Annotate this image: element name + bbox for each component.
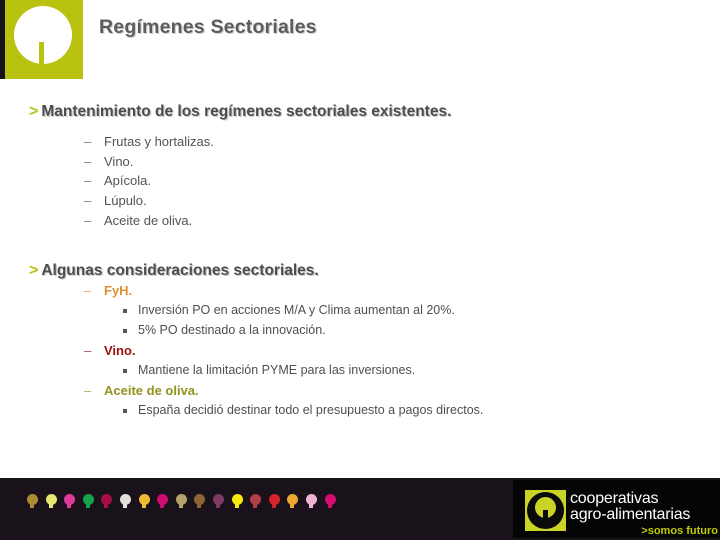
- color-dot-icon: [232, 494, 243, 505]
- list-item: [0, 193, 720, 213]
- list-item-text: Aceite de oliva.: [104, 212, 193, 228]
- sub-point-text: 5% PO destinado a la innovación.: [138, 323, 326, 337]
- list-item: [0, 383, 720, 403]
- color-dot-icon: [269, 494, 280, 505]
- group-label: Vino.: [104, 343, 136, 358]
- dash-bullet-icon: –: [84, 343, 92, 358]
- logo-circle-icon: [527, 492, 564, 529]
- dash-bullet-icon: –: [84, 153, 92, 169]
- cooperativas-logo-icon: [5, 0, 83, 79]
- list-item-text: Lúpulo.: [104, 193, 147, 209]
- dash-bullet-icon: –: [84, 283, 92, 298]
- section2-heading-text: Algunas consideraciones sectoriales.: [41, 262, 319, 279]
- group-label: FyH.: [104, 283, 133, 298]
- color-dot-icon: [306, 494, 317, 505]
- section1-heading: [29, 103, 451, 121]
- list-item: [0, 134, 720, 154]
- list-item: [0, 363, 720, 383]
- cooperativas-footer-logo-icon: [525, 490, 566, 531]
- color-dot-icon: [64, 494, 75, 505]
- color-dot-icon: [157, 494, 168, 505]
- list-item: [0, 403, 720, 423]
- footer-logo-block: [513, 480, 720, 538]
- color-dot-icon: [83, 494, 94, 505]
- dash-bullet-icon: –: [84, 173, 92, 189]
- list-item-text: Apícola.: [104, 173, 151, 189]
- section2-heading: [29, 262, 319, 280]
- sub-point-text: Mantiene la limitación PYME para las inversiones.: [138, 363, 416, 377]
- chevron-bullet-icon: >: [29, 262, 39, 279]
- list-item: [0, 283, 720, 303]
- sub-point-text: Inversión PO en acciones M/A y Clima aumentan al 20%.: [138, 303, 455, 317]
- list-item: [0, 323, 720, 343]
- list-item: [0, 154, 720, 174]
- dash-bullet-icon: –: [84, 383, 92, 398]
- color-dot-icon: [213, 494, 224, 505]
- footer-logo-text: [570, 491, 718, 537]
- color-dot-icon: [194, 494, 205, 505]
- color-dot-icon: [287, 494, 298, 505]
- color-dot-icon: [176, 494, 187, 505]
- color-dot-icon: [101, 494, 112, 505]
- color-dot-icon: [27, 494, 38, 505]
- square-bullet-icon: [123, 369, 127, 373]
- footer-dot-row: [27, 494, 336, 505]
- list-item-text: Frutas y hortalizas.: [104, 134, 214, 149]
- color-dot-icon: [46, 494, 57, 505]
- square-bullet-icon: [123, 329, 127, 333]
- section1-list: [0, 134, 720, 232]
- section2-list: [0, 283, 720, 423]
- group-label: Aceite de oliva.: [104, 383, 199, 398]
- page-title: Regímenes Sectoriales: [99, 16, 317, 38]
- square-bullet-icon: [123, 409, 127, 413]
- list-item: [0, 173, 720, 193]
- square-bullet-icon: [123, 309, 127, 313]
- logo-trunk-icon: [543, 510, 548, 526]
- dash-bullet-icon: –: [84, 134, 92, 149]
- section1-heading-text: Mantenimiento de los regímenes sectoriales existentes.: [41, 103, 452, 120]
- chevron-bullet-icon: >: [29, 103, 39, 120]
- list-item-text: Vino.: [104, 153, 134, 169]
- footer-tagline: >somos futuro: [641, 525, 718, 537]
- dash-bullet-icon: –: [84, 193, 92, 209]
- list-item: [0, 343, 720, 363]
- color-dot-icon: [325, 494, 336, 505]
- logo-trunk-icon: [39, 42, 44, 65]
- list-item: [0, 213, 720, 233]
- list-item: [0, 303, 720, 323]
- dash-bullet-icon: –: [84, 212, 92, 228]
- footer-logo-line1: cooperativas: [570, 490, 659, 507]
- color-dot-icon: [120, 494, 131, 505]
- color-dot-icon: [139, 494, 150, 505]
- footer-logo-line2: agro-alimentarias: [570, 505, 691, 523]
- color-dot-icon: [250, 494, 261, 505]
- footer-bar: [0, 478, 720, 540]
- sub-point-text: España decidió destinar todo el presupuesto a pagos directos.: [138, 403, 484, 417]
